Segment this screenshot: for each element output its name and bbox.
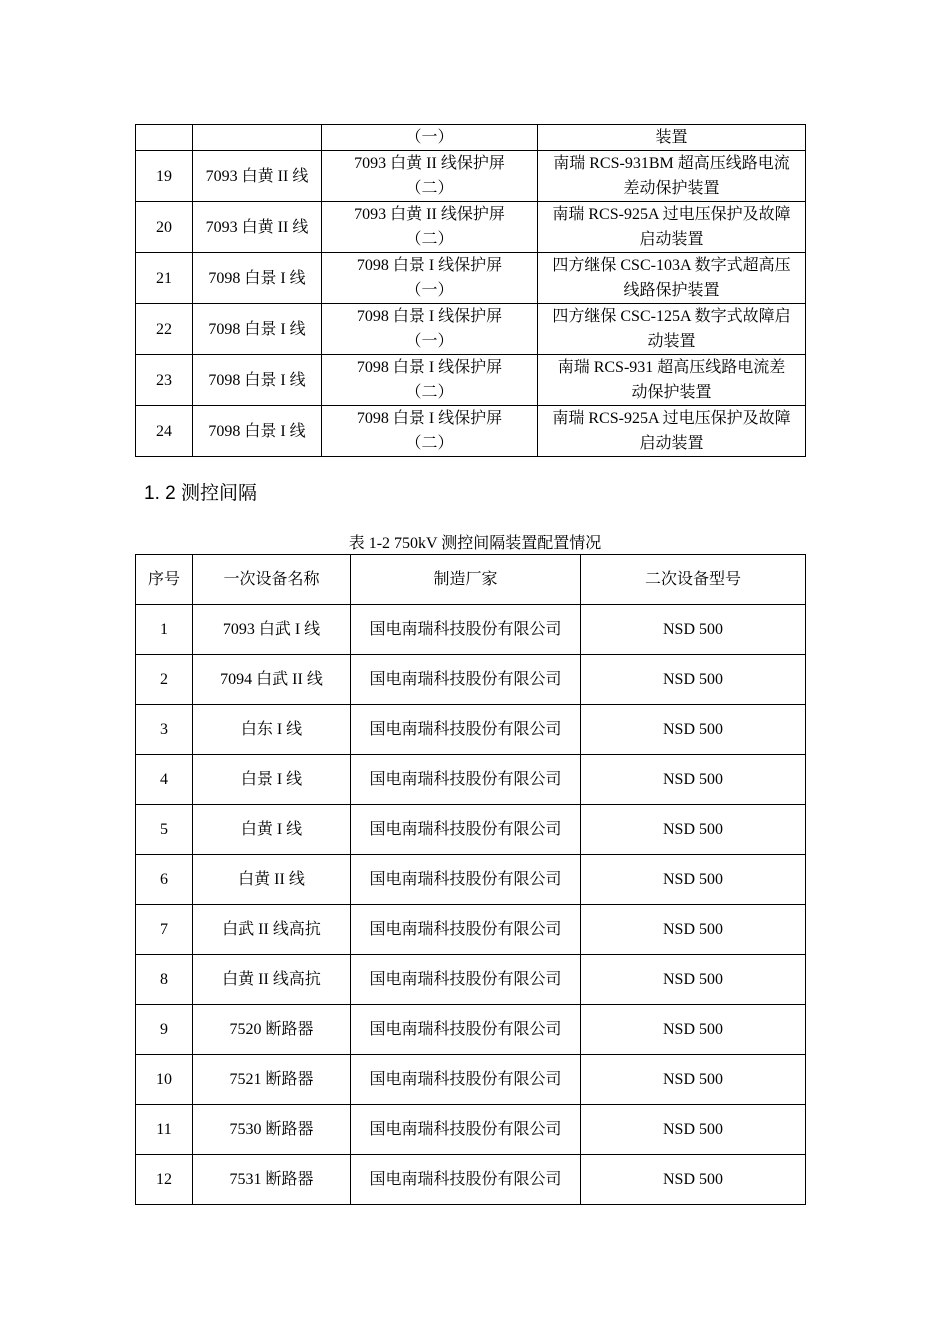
secondary-model: NSD 500 [581, 655, 806, 705]
table-row [136, 1005, 806, 1055]
line-name: 7093 白黄 II 线 [193, 151, 322, 202]
cell-line: 差动保护装置 [623, 180, 720, 197]
protection-screen [322, 151, 538, 202]
primary-equipment: 白武 II 线高抗 [193, 905, 351, 955]
cell-line: 南瑞 RCS-931BM 超高压线路电流 [553, 155, 790, 172]
manufacturer: 国电南瑞科技股份有限公司 [351, 655, 581, 705]
manufacturer: 国电南瑞科技股份有限公司 [351, 805, 581, 855]
protection-device [538, 406, 806, 457]
secondary-model: NSD 500 [581, 605, 806, 655]
primary-equipment: 7520 断路器 [193, 1005, 351, 1055]
section-title: 1. 2 测控间隔 [144, 483, 257, 504]
line-name: 7098 白景 I 线 [193, 355, 322, 406]
row-number: 6 [136, 855, 193, 905]
row-number: 10 [136, 1055, 193, 1105]
primary-equipment: 7521 断路器 [193, 1055, 351, 1105]
manufacturer: 国电南瑞科技股份有限公司 [351, 755, 581, 805]
table-cell [136, 125, 193, 151]
cell-line: 四方继保 CSC-103A 数字式超高压 [552, 257, 791, 274]
manufacturer: 国电南瑞科技股份有限公司 [351, 905, 581, 955]
table-row [136, 605, 806, 655]
cell-line: 7098 白景 I 线保护屏 [356, 359, 503, 376]
row-number: 8 [136, 955, 193, 1005]
manufacturer: 国电南瑞科技股份有限公司 [351, 955, 581, 1005]
cell-line: 南瑞 RCS-925A 过电压保护及故障 [552, 206, 791, 223]
protection-device [538, 253, 806, 304]
secondary-model: NSD 500 [581, 805, 806, 855]
protection-device [538, 304, 806, 355]
table-row [136, 855, 806, 905]
table-row [136, 202, 806, 253]
primary-equipment: 白黄 II 线高抗 [193, 955, 351, 1005]
table-row [136, 755, 806, 805]
primary-equipment: 白景 I 线 [193, 755, 351, 805]
line-name: 7098 白景 I 线 [193, 304, 322, 355]
table-row [136, 905, 806, 955]
table-row [136, 304, 806, 355]
manufacturer: 国电南瑞科技股份有限公司 [351, 1055, 581, 1105]
secondary-model: NSD 500 [581, 1005, 806, 1055]
secondary-model: NSD 500 [581, 1055, 806, 1105]
line-name: 7098 白景 I 线 [193, 406, 322, 457]
cell-line: 启动装置 [639, 231, 704, 248]
manufacturer: 国电南瑞科技股份有限公司 [351, 1105, 581, 1155]
table-row [136, 1105, 806, 1155]
table-caption: 表 1-2 750kV 测控间隔装置配置情况 [348, 535, 602, 552]
manufacturer: 国电南瑞科技股份有限公司 [351, 605, 581, 655]
primary-equipment: 白黄 II 线 [193, 855, 351, 905]
secondary-model: NSD 500 [581, 905, 806, 955]
cell-line: （二） [405, 180, 454, 197]
cell-line: （二） [405, 231, 454, 248]
row-number: 23 [136, 355, 193, 406]
row-number: 2 [136, 655, 193, 705]
protection-screen [322, 304, 538, 355]
protection-screen [322, 253, 538, 304]
cell-line: （一） [405, 282, 454, 299]
secondary-model: NSD 500 [581, 705, 806, 755]
secondary-model: NSD 500 [581, 1155, 806, 1205]
table-row [136, 655, 806, 705]
primary-equipment: 7531 断路器 [193, 1155, 351, 1205]
row-number: 24 [136, 406, 193, 457]
cell-line: （一） [405, 333, 454, 350]
column-header: 一次设备名称 [193, 555, 351, 605]
primary-equipment: 白黄 I 线 [193, 805, 351, 855]
table-row [136, 1155, 806, 1205]
row-number: 22 [136, 304, 193, 355]
table-row [136, 253, 806, 304]
row-number: 4 [136, 755, 193, 805]
cell-line: 线路保护装置 [623, 282, 720, 299]
protection-table [135, 124, 806, 457]
secondary-model: NSD 500 [581, 755, 806, 805]
row-number: 5 [136, 805, 193, 855]
measurement-control-table [135, 554, 806, 1205]
cell-line: 7098 白景 I 线保护屏 [356, 410, 503, 427]
manufacturer: 国电南瑞科技股份有限公司 [351, 855, 581, 905]
column-header: 序号 [136, 555, 193, 605]
table-row [136, 1055, 806, 1105]
line-name: 7093 白黄 II 线 [193, 202, 322, 253]
primary-equipment: 7530 断路器 [193, 1105, 351, 1155]
protection-device [538, 151, 806, 202]
cell-line: 7093 白黄 II 线保护屏 [354, 206, 505, 223]
cell-line: 动装置 [647, 333, 696, 350]
row-number: 1 [136, 605, 193, 655]
table-header-row [136, 555, 806, 605]
row-number: 9 [136, 1005, 193, 1055]
line-name: 7098 白景 I 线 [193, 253, 322, 304]
cell-line: 南瑞 RCS-931 超高压线路电流差 [557, 359, 786, 376]
row-number: 11 [136, 1105, 193, 1155]
protection-screen [322, 202, 538, 253]
cell-line: 7098 白景 I 线保护屏 [356, 257, 503, 274]
cell-line: （二） [405, 435, 454, 452]
row-number: 21 [136, 253, 193, 304]
primary-equipment: 白东 I 线 [193, 705, 351, 755]
row-number: 20 [136, 202, 193, 253]
table-row [136, 406, 806, 457]
secondary-model: NSD 500 [581, 855, 806, 905]
column-header: 制造厂家 [351, 555, 581, 605]
cell-line: （二） [405, 384, 454, 401]
cell-line: 南瑞 RCS-925A 过电压保护及故障 [552, 410, 791, 427]
manufacturer: 国电南瑞科技股份有限公司 [351, 705, 581, 755]
table-row [136, 805, 806, 855]
cell-line: 7098 白景 I 线保护屏 [356, 308, 503, 325]
table-row [136, 151, 806, 202]
table-cell [193, 125, 322, 151]
manufacturer: 国电南瑞科技股份有限公司 [351, 1005, 581, 1055]
row-number: 12 [136, 1155, 193, 1205]
table-row [136, 955, 806, 1005]
protection-screen [322, 355, 538, 406]
primary-equipment: 7094 白武 II 线 [193, 655, 351, 705]
secondary-model: NSD 500 [581, 955, 806, 1005]
cell-line: 启动装置 [639, 435, 704, 452]
table-row [136, 355, 806, 406]
table-row [136, 705, 806, 755]
row-number: 19 [136, 151, 193, 202]
cell-line: 四方继保 CSC-125A 数字式故障启 [552, 308, 791, 325]
manufacturer: 国电南瑞科技股份有限公司 [351, 1155, 581, 1205]
column-header: 二次设备型号 [581, 555, 806, 605]
cell-line: 动保护装置 [631, 384, 712, 401]
row-number: 3 [136, 705, 193, 755]
protection-device [538, 355, 806, 406]
table-cell: （一） [322, 125, 538, 151]
secondary-model: NSD 500 [581, 1105, 806, 1155]
cell-line: 7093 白黄 II 线保护屏 [354, 155, 505, 172]
protection-screen [322, 406, 538, 457]
table-row [136, 125, 806, 151]
table-cell: 装置 [538, 125, 806, 151]
protection-device [538, 202, 806, 253]
primary-equipment: 7093 白武 I 线 [193, 605, 351, 655]
row-number: 7 [136, 905, 193, 955]
